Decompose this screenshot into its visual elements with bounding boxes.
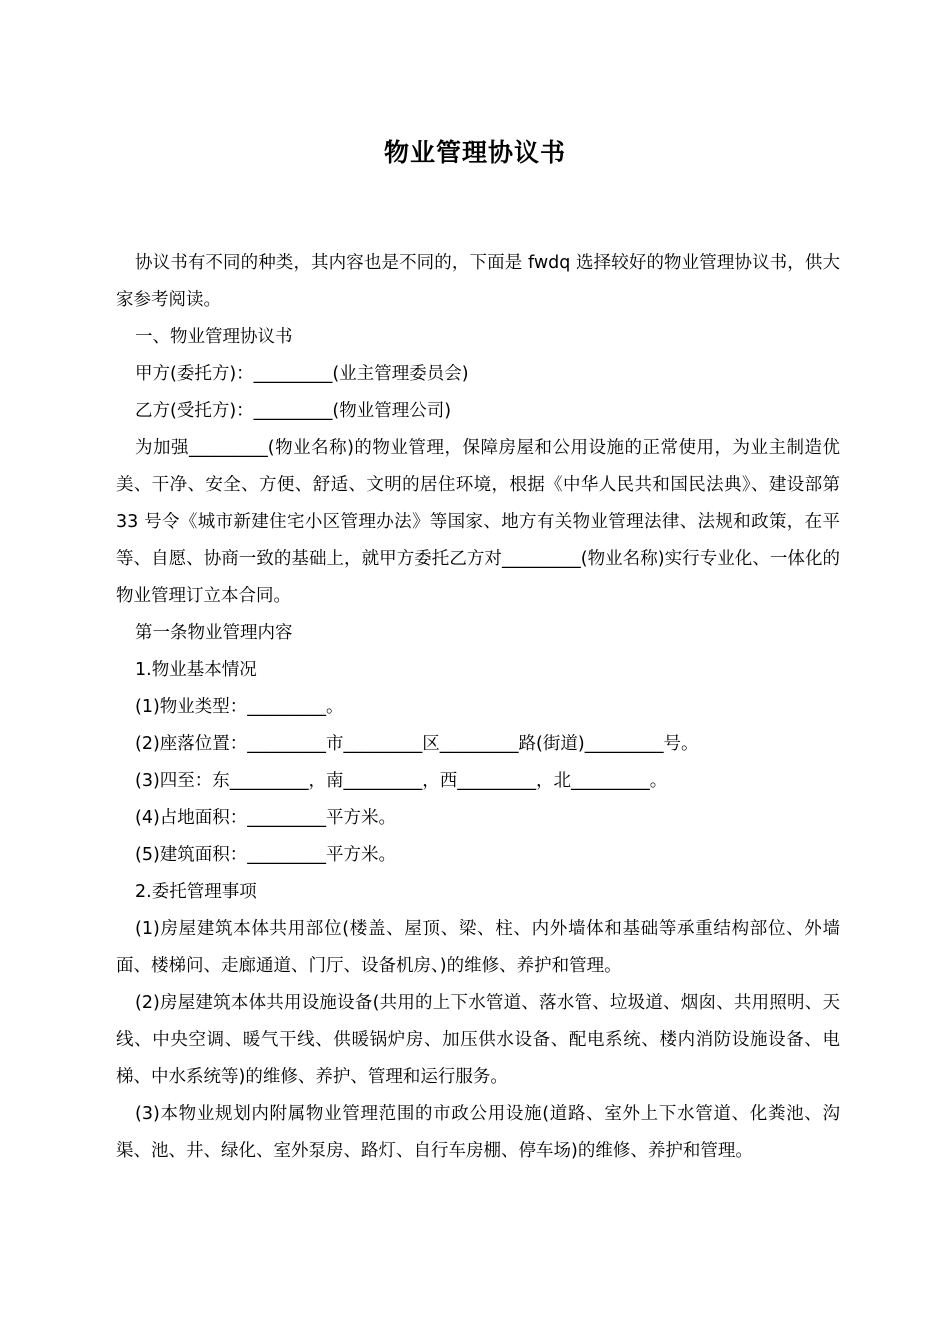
party-a-line: 甲方(委托方)：_________(业主管理委员会) — [135, 364, 469, 384]
location-line: (2)座落位置：_________市_________区_________路(街道)_________号。 — [135, 734, 699, 754]
land-area-line: (4)占地面积：_________平方米。 — [135, 808, 397, 828]
document-title: 物业管理协议书 — [383, 138, 566, 167]
subsection-heading: 1.物业基本情况 — [135, 660, 257, 680]
intro-paragraph: 协议书有不同的种类，其内容也是不同的，下面是 fwdq 选择较好的物业管理协议书，供大家参考阅读。 — [116, 253, 840, 310]
property-type-line: (1)物业类型：_________。 — [135, 697, 344, 717]
party-b-line: 乙方(受托方)：_________(物业管理公司) — [135, 401, 452, 421]
preamble-paragraph: 为加强_________(物业名称)的物业管理，保障房屋和公用设施的正常使用，为业主制造优美、干净、安全、方便、舒适、文明的居住环境，根据《中华人民共和国民法典》、建设部第 33 号令《城市新建住宅小区管理办法》等国家、地方有关物业管理法律、法规和政策，在平等、自愿、协商一致的基础上，就甲方委托乙方对_________(物业名称)实行专业化、一体化的物业管理订立本合同。 — [116, 438, 840, 606]
management-item-paragraph: (3)本物业规划内附属物业管理范围的市政公用设施(道路、室外上下水管道、化粪池、沟渠、池、井、绿化、室外泵房、路灯、自行车房棚、停车场)的维修、养护和管理。 — [116, 1104, 840, 1161]
document-body — [116, 245, 840, 1170]
management-item-paragraph: (2)房屋建筑本体共用设施设备(共用的上下水管道、落水管、垃圾道、烟囱、共用照明、天线、中央空调、暖气干线、供暖锅炉房、加压供水设备、配电系统、楼内消防设施设备、电梯、中水系统等)的维修、养护、管理和运行服务。 — [116, 993, 840, 1087]
boundaries-line: (3)四至：东_________，南_________，西_________，北_________。 — [135, 771, 668, 791]
building-area-line: (5)建筑面积：_________平方米。 — [135, 845, 397, 865]
article-heading: 第一条物业管理内容 — [135, 623, 293, 643]
section-heading: 一、物业管理协议书 — [135, 327, 293, 347]
subsection-heading: 2.委托管理事项 — [135, 882, 257, 902]
management-item-paragraph: (1)房屋建筑本体共用部位(楼盖、屋顶、梁、柱、内外墙体和基础等承重结构部位、外墙面、楼梯问、走廊通道、门厅、设备机房、)的维修、养护和管理。 — [116, 919, 840, 976]
